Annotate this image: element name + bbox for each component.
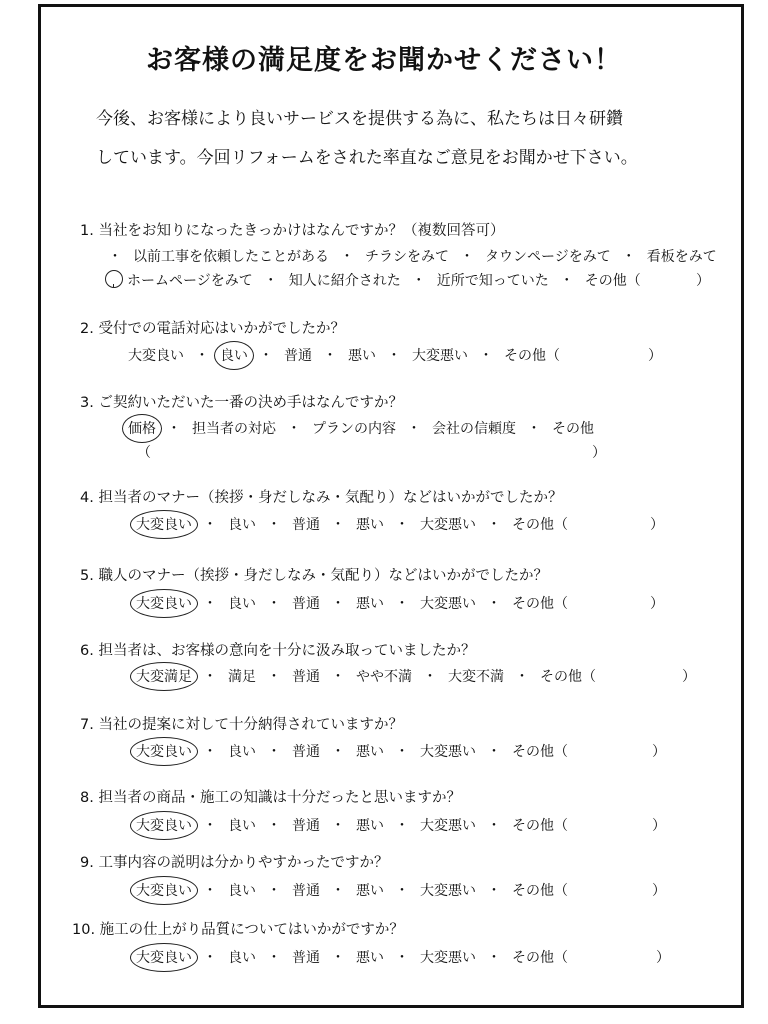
question-3-options: 価格 ・ 担当者の対応 ・ プランの内容 ・ 会社の信頼度 ・ その他 <box>128 418 594 438</box>
option-other[interactable]: その他（ <box>504 348 560 364</box>
option-label: 価格 <box>128 421 156 437</box>
option-label: 大変良い <box>136 883 192 899</box>
option[interactable]: タウンページをみて <box>485 249 611 265</box>
question-2-options: 大変良い ・ 良い ・ 普通 ・ 悪い ・ 大変悪い ・ その他（ <box>128 345 560 365</box>
option-other[interactable]: その他 <box>552 421 594 437</box>
option-other[interactable]: その他（ <box>512 744 568 760</box>
intro-line-1: 今後、お客様により良いサービスを提供する為に、私たちは日々研鑽 <box>96 109 623 129</box>
option-circled[interactable]: ホームページをみて <box>127 273 253 289</box>
option[interactable]: 悪い <box>356 950 384 966</box>
option[interactable]: 良い <box>228 883 256 899</box>
question-number: 3. <box>80 395 94 411</box>
close-paren: ） <box>650 517 664 533</box>
option-circled[interactable] <box>136 514 192 534</box>
option[interactable]: 普通 <box>284 348 312 364</box>
option-label: 良い <box>220 348 248 364</box>
question-3 <box>80 391 403 412</box>
close-paren: ） <box>648 348 662 364</box>
question-text: 施工の仕上がり品質についてはいかがですか？ <box>99 922 404 938</box>
open-paren: （ <box>137 445 151 461</box>
close-paren: ） <box>656 950 670 966</box>
option[interactable]: 良い <box>228 744 256 760</box>
question-number: 6. <box>80 643 94 659</box>
question-1 <box>80 219 504 240</box>
question-6 <box>80 639 475 660</box>
option-other[interactable]: その他（ <box>512 517 568 533</box>
intro-line-2: しています。今回リフォームをされた率直なご意見をお聞かせ下さい。 <box>96 148 638 168</box>
question-2 <box>80 317 345 338</box>
option[interactable]: 良い <box>228 596 256 612</box>
question-text: 担当者の商品・施工の知識は十分だったと思いますか？ <box>98 790 461 806</box>
option-circled[interactable] <box>136 947 192 967</box>
question-9-options: 大変良い ・ 良い ・ 普通 ・ 悪い ・ 大変悪い ・ その他（ <box>136 880 568 900</box>
option[interactable]: 看板をみて <box>646 249 717 265</box>
option[interactable]: 普通 <box>292 883 320 899</box>
question-number: 1. <box>80 223 94 239</box>
option[interactable]: 大変悪い <box>420 517 476 533</box>
option-other[interactable]: その他（ <box>540 669 596 685</box>
question-text: 職人のマナー（挨拶・身だしなみ・気配り）などはいかがでしたか？ <box>98 568 548 584</box>
question-6-options: 大変満足 ・ 満足 ・ 普通 ・ やや不満 ・ 大変不満 ・ その他（ <box>136 666 596 686</box>
option-other[interactable]: その他（ <box>584 273 641 289</box>
question-8 <box>80 786 461 807</box>
option[interactable]: 担当者の対応 <box>192 421 276 437</box>
close-paren: ） <box>592 445 606 461</box>
option[interactable]: 大変不満 <box>448 669 504 685</box>
question-text: 当社の提案に対して十分納得されていますか？ <box>98 717 403 733</box>
question-7 <box>80 713 403 734</box>
question-5 <box>80 564 548 585</box>
option-other[interactable]: その他（ <box>512 883 568 899</box>
option-circled[interactable] <box>128 418 156 438</box>
page-title: お客様の満足度をお聞かせください！ <box>146 45 622 76</box>
option[interactable]: 良い <box>228 517 256 533</box>
option[interactable]: 悪い <box>356 596 384 612</box>
option-circled[interactable] <box>220 345 248 365</box>
question-9 <box>80 851 388 872</box>
option[interactable]: 普通 <box>292 517 320 533</box>
question-5-options: 大変良い ・ 良い ・ 普通 ・ 悪い ・ 大変悪い ・ その他（ <box>136 593 568 613</box>
question-number: 9. <box>80 855 94 871</box>
option-circled[interactable] <box>136 666 192 686</box>
option[interactable]: チラシをみて <box>365 249 449 265</box>
option[interactable]: 大変悪い <box>420 883 476 899</box>
option-circled[interactable] <box>136 741 192 761</box>
question-10 <box>72 918 404 939</box>
question-7-options: 大変良い ・ 良い ・ 普通 ・ 悪い ・ 大変悪い ・ その他（ <box>136 741 568 761</box>
option[interactable]: 悪い <box>356 818 384 834</box>
option-label: 大変良い <box>136 596 192 612</box>
option-other[interactable]: その他（ <box>512 950 568 966</box>
question-number: 5. <box>80 568 94 584</box>
option[interactable]: 近所で知っていた <box>436 273 549 289</box>
option-label: 大変良い <box>136 744 192 760</box>
option[interactable]: 良い <box>228 950 256 966</box>
question-8-options: 大変良い ・ 良い ・ 普通 ・ 悪い ・ 大変悪い ・ その他（ <box>136 815 568 835</box>
question-10-options: 大変良い ・ 良い ・ 普通 ・ 悪い ・ 大変悪い ・ その他（ <box>136 947 568 967</box>
option-label: 大変良い <box>136 517 192 533</box>
option[interactable]: 大変悪い <box>420 596 476 612</box>
option[interactable]: 以前工事を依頼したことがある <box>133 249 329 265</box>
option[interactable]: 普通 <box>292 744 320 760</box>
question-text: ご契約いただいた一番の決め手はなんですか？ <box>98 395 403 411</box>
question-number: 10. <box>72 922 96 938</box>
option-circled[interactable] <box>136 815 192 835</box>
option[interactable]: 大変悪い <box>412 348 468 364</box>
close-paren: ） <box>652 744 666 760</box>
option[interactable]: 知人に紹介された <box>288 273 401 289</box>
option[interactable]: 大変悪い <box>420 950 476 966</box>
option[interactable]: 満足 <box>228 669 256 685</box>
question-4 <box>80 486 562 507</box>
option-circled[interactable] <box>136 593 192 613</box>
close-paren: ） <box>652 818 666 834</box>
circled-mark <box>105 270 123 288</box>
question-number: 7. <box>80 717 94 733</box>
option[interactable]: 大変良い <box>128 348 184 364</box>
option[interactable]: 悪い <box>356 517 384 533</box>
option[interactable]: 普通 <box>292 818 320 834</box>
question-text: 工事内容の説明は分かりやすかったですか？ <box>98 855 389 871</box>
option[interactable]: 普通 <box>292 669 320 685</box>
option[interactable]: 普通 <box>292 596 320 612</box>
question-text: 担当者のマナー（挨拶・身だしなみ・気配り）などはいかがでしたか？ <box>98 490 563 506</box>
option[interactable]: 会社の信頼度 <box>432 421 516 437</box>
question-1-options-line-1: ・ 以前工事を依頼したことがある ・ チラシをみて ・ タウンページをみて ・ 看板をみて <box>108 246 717 266</box>
option-other[interactable]: その他（ <box>512 818 568 834</box>
question-text: 受付での電話対応はいかがでしたか？ <box>98 321 345 337</box>
option[interactable]: 悪い <box>356 744 384 760</box>
question-text: 担当者は、お客様の意向を十分に汲み取っていましたか？ <box>98 643 476 659</box>
question-4-options: 大変良い ・ 良い ・ 普通 ・ 悪い ・ 大変悪い ・ その他（ <box>136 514 568 534</box>
option[interactable]: やや不満 <box>356 669 412 685</box>
question-1-options-line-2: ホームページをみて ・ 知人に紹介された ・ 近所で知っていた ・ その他（ <box>127 270 641 290</box>
option[interactable]: 悪い <box>348 348 376 364</box>
option[interactable]: 大変悪い <box>420 744 476 760</box>
close-paren: ） <box>650 596 664 612</box>
option[interactable]: 良い <box>228 818 256 834</box>
option-label: 大変良い <box>136 950 192 966</box>
option-label: 大変満足 <box>136 669 192 685</box>
close-paren: ） <box>682 669 696 685</box>
option-other[interactable]: その他（ <box>512 596 568 612</box>
option[interactable]: 悪い <box>356 883 384 899</box>
question-number: 8. <box>80 790 94 806</box>
close-paren: ） <box>652 883 666 899</box>
question-number: 4. <box>80 490 94 506</box>
option[interactable]: 大変悪い <box>420 818 476 834</box>
question-number: 2. <box>80 321 94 337</box>
option[interactable]: 普通 <box>292 950 320 966</box>
option-label: 大変良い <box>136 818 192 834</box>
close-paren: ） <box>696 273 710 289</box>
option[interactable]: プランの内容 <box>312 421 396 437</box>
question-text: 当社をお知りになったきっかけはなんですか？（複数回答可） <box>98 223 505 239</box>
option-circled[interactable] <box>136 880 192 900</box>
